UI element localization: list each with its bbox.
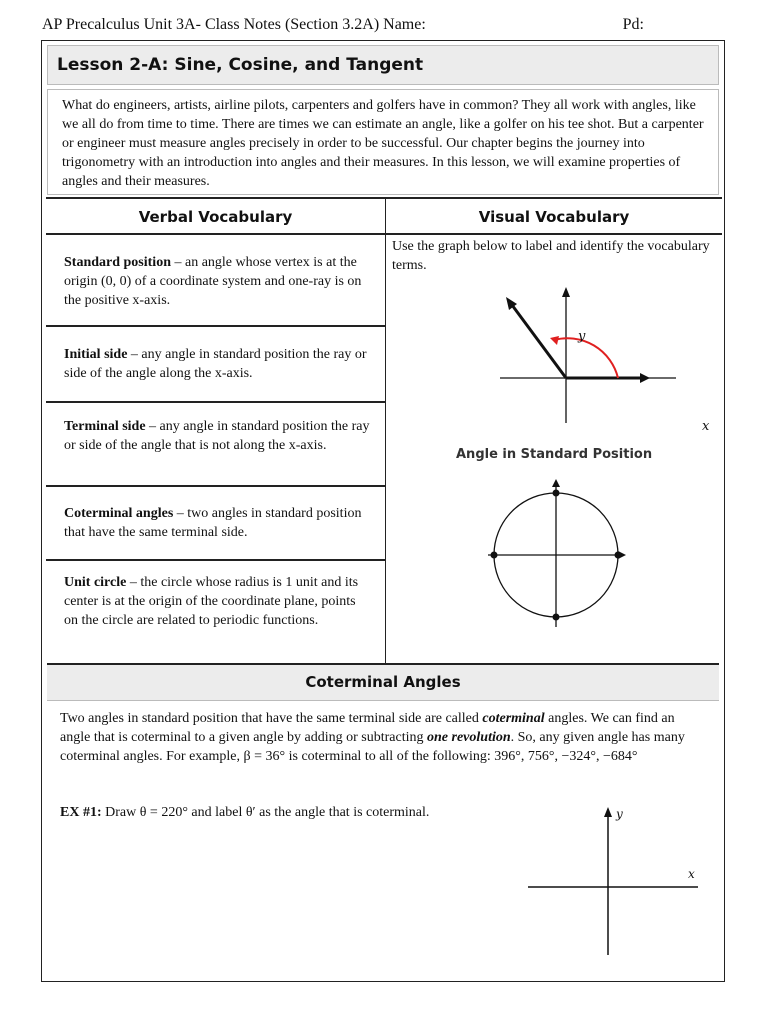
term-definition: – any angle in standard position the ray or side of the angle that is not along the x-axis. <box>64 419 370 453</box>
axis-x-label: x <box>702 419 710 434</box>
emphasis-one-revolution: one revolution <box>427 730 511 745</box>
unit-circle-graph <box>486 479 626 629</box>
lesson-title: Lesson 2-A: Sine, Cosine, and Tangent <box>47 45 719 85</box>
term-unit-circle <box>46 561 386 663</box>
term-name: Unit circle <box>64 575 127 590</box>
page-header <box>42 14 726 38</box>
example-axis-x-label: x <box>688 867 695 881</box>
graph-caption: Angle in Standard Position <box>456 447 653 462</box>
term-definition: – an angle whose vertex is at the origin (0, 0) of a coordinate system and one-ray is on the positive x-axis. <box>64 255 362 308</box>
example-1 <box>60 805 560 821</box>
term-definition: – the circle whose radius is 1 unit and its center is at the origin of the coordinate plane, points on the circle are related to periodic functions. <box>64 575 359 628</box>
standard-position-graph <box>446 283 686 433</box>
example-text: Draw θ = 220° and label θ′ as the angle that is coterminal. <box>101 805 430 820</box>
term-definition: – two angles in standard position that have the same terminal side. <box>64 506 362 540</box>
term-definition: – any angle in standard position the ray or side of the angle along the x-axis. <box>64 347 367 381</box>
term-name: Standard position <box>64 255 171 270</box>
notes-sheet <box>41 40 725 982</box>
visual-instructions: Use the graph below to label and identify the vocabulary terms. <box>392 239 710 273</box>
term-initial-side <box>46 327 386 403</box>
term-terminal-side <box>46 403 386 487</box>
example-axes-graph <box>526 807 706 957</box>
header-course-info: AP Precalculus Unit 3A- Class Notes (Section 3.2A) Name: <box>42 16 426 33</box>
term-name: Initial side <box>64 347 128 362</box>
term-standard-position <box>46 235 386 327</box>
paragraph-text: Two angles in standard position that have the same terminal side are called <box>60 711 483 726</box>
axis-y-label: y <box>578 329 586 344</box>
term-coterminal-angles <box>46 487 386 561</box>
term-name: Coterminal angles <box>64 506 174 521</box>
emphasis-coterminal: coterminal <box>482 711 545 726</box>
paragraph-text: . So, any given angle has many coterminal angles. For example, β = 36° is coterminal to all of the following: 396°, 756°, −324°, −684° <box>60 730 685 764</box>
visual-vocabulary-column <box>386 235 722 663</box>
example-label: EX #1: <box>60 805 102 820</box>
coterminal-angles-heading: Coterminal Angles <box>47 663 719 701</box>
verbal-vocabulary-heading: Verbal Vocabulary <box>46 197 386 235</box>
header-period: Pd: <box>622 16 644 33</box>
coterminal-paragraph <box>60 709 708 766</box>
example-axis-y-label: y <box>616 807 623 821</box>
paragraph-text: angles. We can find an angle that is coterminal to a given angle by adding or subtracting <box>60 711 675 745</box>
term-name: Terminal side <box>64 419 146 434</box>
visual-vocabulary-heading: Visual Vocabulary <box>386 197 722 235</box>
intro-paragraph: What do engineers, artists, airline pilots, carpenters and golfers have in common? They all work with angles, like we all do from time to time. There are times we can estimate an angle, like a golfer on his tee shot. But a carpenter or engineer must measure angles precisely in order to be successful. Our chapter begins the journey into trigonometry with an introduction into angles and their measures. In this lesson, we will examine properties of angles and their measures. <box>47 89 719 195</box>
